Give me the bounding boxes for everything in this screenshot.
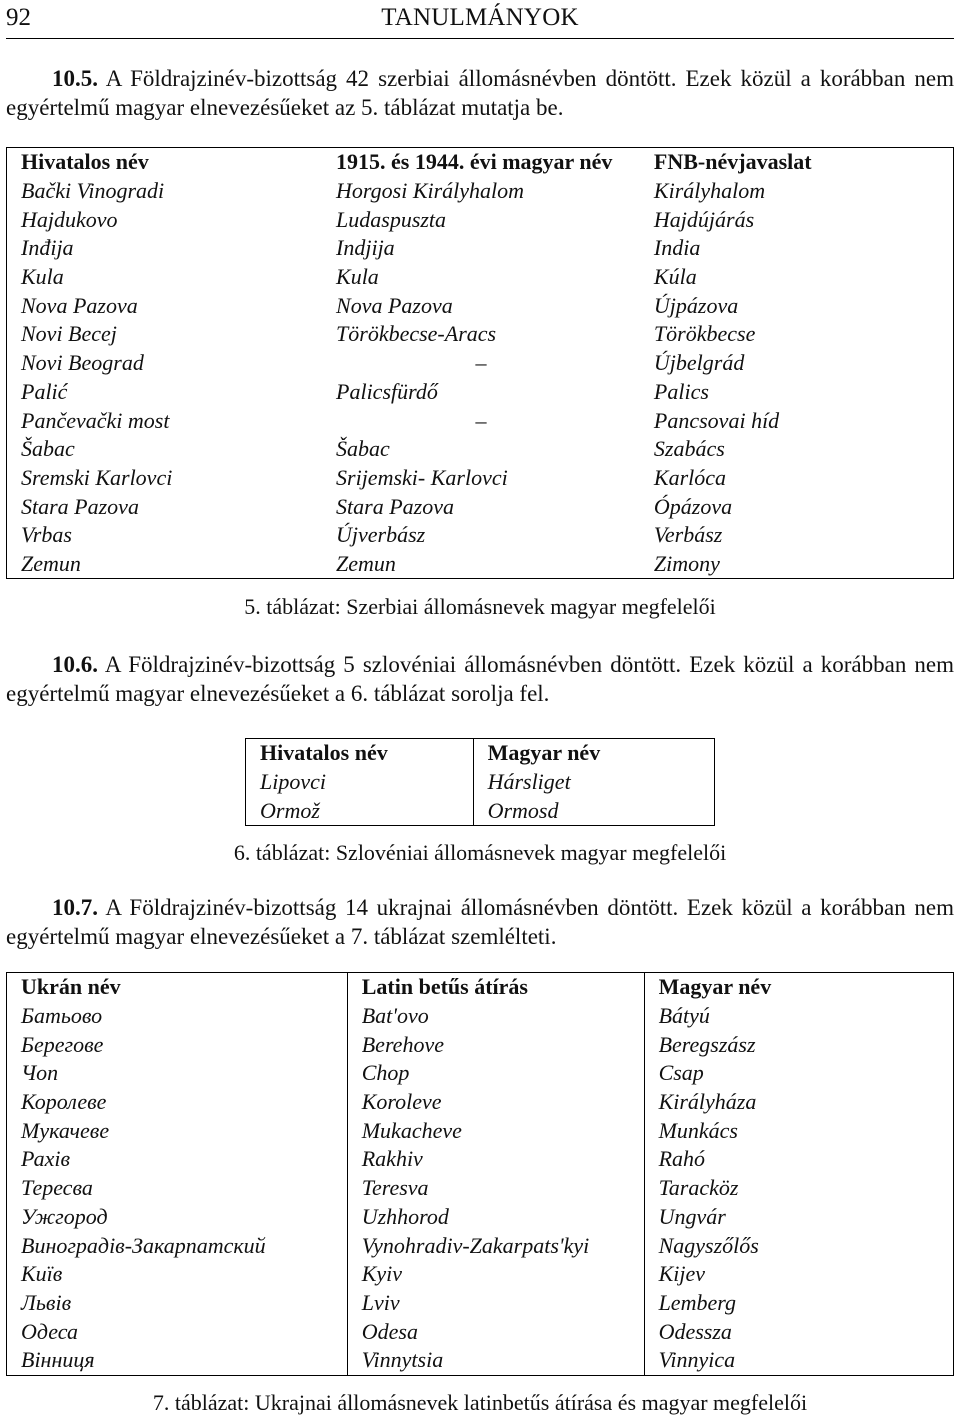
table-cell: Berehove bbox=[347, 1030, 644, 1059]
section-text: A Földrajzinév-bizottság 5 szlovéniai állomásnévben döntött. Ezek közül a korábban nem egyértelmű magyar elnevezésűeket a 6. táblázat sorolja fel. bbox=[6, 652, 955, 706]
table-7 bbox=[6, 972, 954, 1376]
table-cell: Ludaspuszta bbox=[336, 206, 447, 232]
section-number: 10.5. bbox=[52, 66, 98, 91]
table-cell: Vinnyica bbox=[644, 1346, 953, 1375]
table-cell: Mukacheve bbox=[347, 1116, 644, 1145]
table-cell: Palić bbox=[21, 378, 68, 404]
table-cell: Pancsovai híd bbox=[653, 407, 780, 433]
table-cell: Vrbas bbox=[21, 522, 72, 548]
table-cell: Kula bbox=[336, 264, 379, 290]
table-row bbox=[7, 1346, 954, 1375]
table-header-row bbox=[7, 148, 954, 177]
table-cell: Királyháza bbox=[644, 1088, 953, 1117]
table-row bbox=[7, 1059, 954, 1088]
table-row bbox=[7, 1174, 954, 1203]
table-cell: Srijemski- Karlovci bbox=[336, 464, 508, 490]
table-cell: Odesa bbox=[347, 1317, 644, 1346]
table-cell: Novi Becej bbox=[21, 321, 117, 347]
section-text: A Földrajzinév-bizottság 42 szerbiai állomásnévben döntött. Ezek közül a korábban nem egyértelmű magyar elnevezésűeket az 5. táblázat mutatja be. bbox=[6, 66, 955, 120]
table-row bbox=[7, 1289, 954, 1318]
table-cell: Kijev bbox=[644, 1260, 953, 1289]
column-header: FNB-névjavaslat bbox=[653, 149, 812, 175]
table-row bbox=[7, 1145, 954, 1174]
table-cell: Королеве bbox=[7, 1088, 348, 1117]
table-row bbox=[7, 234, 954, 263]
table-cell: Odessza bbox=[644, 1317, 953, 1346]
table-cell: Одеса bbox=[7, 1317, 348, 1346]
table-cell: Lviv bbox=[347, 1289, 644, 1318]
table-cell: Zemun bbox=[21, 550, 81, 576]
table-7-caption: 7. táblázat: Ukrajnai állomásnevek latinbetűs átírása és magyar megfelelői bbox=[152, 1390, 808, 1415]
table-cell: Киïв bbox=[7, 1260, 348, 1289]
table-cell: Pančevački most bbox=[21, 407, 170, 433]
table-cell: Szabács bbox=[653, 436, 725, 462]
table-cell: Stara Pazova bbox=[336, 493, 454, 519]
table-cell: Тересва bbox=[7, 1174, 348, 1203]
table-row bbox=[7, 521, 954, 550]
column-header: Latin betűs átírás bbox=[347, 973, 644, 1002]
table-row bbox=[7, 1317, 954, 1346]
table-row bbox=[7, 1231, 954, 1260]
table-cell: Vinnytsia bbox=[347, 1346, 644, 1375]
table-cell: Karlóca bbox=[653, 464, 727, 490]
table-cell: Taracköz bbox=[644, 1174, 953, 1203]
table-row bbox=[7, 435, 954, 464]
section-text: A Földrajzinév-bizottság 14 ukrajnai állomásnévben döntött. Ezek közül a korábban nem egyértelmű magyar elnevezésűeket a 7. táblázat szemlélteti. bbox=[6, 895, 955, 949]
table-cell: – bbox=[475, 407, 487, 433]
table-cell: Horgosi Királyhalom bbox=[336, 178, 525, 204]
table-row bbox=[246, 796, 715, 825]
table-row bbox=[7, 464, 954, 493]
table-cell: Újbelgrád bbox=[653, 350, 745, 376]
section-number: 10.6. bbox=[52, 652, 98, 677]
table-cell: Munkács bbox=[644, 1116, 953, 1145]
table-cell: Palics bbox=[653, 378, 709, 404]
table-header-row bbox=[246, 739, 715, 768]
section-10-6 bbox=[6, 650, 954, 708]
table-5 bbox=[6, 147, 954, 579]
table-cell: Zimony bbox=[653, 550, 720, 576]
table-cell: Ópázova bbox=[653, 493, 733, 519]
table-6 bbox=[245, 738, 715, 826]
table-row bbox=[7, 291, 954, 320]
table-cell: Nova Pazova bbox=[336, 292, 453, 318]
table-cell: Királyhalom bbox=[653, 178, 766, 204]
table-cell: Vynohradiv-Zakarpats'kyi bbox=[347, 1231, 644, 1260]
table-cell: Виноградів-Закарпатский bbox=[7, 1231, 348, 1260]
table-cell: Chop bbox=[347, 1059, 644, 1088]
table-row bbox=[7, 320, 954, 349]
table-cell: Indjija bbox=[336, 235, 395, 261]
table-row bbox=[7, 1203, 954, 1232]
table-cell: – bbox=[475, 350, 487, 376]
table-6-caption: 6. táblázat: Szlovéniai állomásnevek magyar megfelelői bbox=[233, 840, 727, 865]
table-cell: Kyiv bbox=[347, 1260, 644, 1289]
column-header: Ukrán név bbox=[7, 973, 348, 1002]
table-cell: Ormož bbox=[246, 796, 474, 825]
column-header: Magyar név bbox=[644, 973, 953, 1002]
table-row bbox=[7, 1088, 954, 1117]
table-cell: Чоп bbox=[7, 1059, 348, 1088]
table-row bbox=[7, 349, 954, 378]
table-row bbox=[7, 177, 954, 206]
table-cell: Šabac bbox=[336, 436, 390, 462]
table-row bbox=[7, 1260, 954, 1289]
table-cell: Мукачеве bbox=[7, 1116, 348, 1145]
table-cell: Csap bbox=[644, 1059, 953, 1088]
column-header: Magyar név bbox=[473, 739, 714, 768]
table-cell: Hársliget bbox=[473, 768, 714, 797]
table-cell: Zemun bbox=[336, 550, 396, 576]
table-cell: Inđija bbox=[21, 235, 74, 261]
table-cell: Lipovci bbox=[246, 768, 474, 797]
table-cell: Rahó bbox=[644, 1145, 953, 1174]
page-header bbox=[6, 4, 954, 39]
table-cell: Рахів bbox=[7, 1145, 348, 1174]
column-header: Hivatalos név bbox=[21, 149, 149, 175]
column-header: Hivatalos név bbox=[246, 739, 474, 768]
table-row bbox=[7, 492, 954, 521]
table-cell: Вінниця bbox=[7, 1346, 348, 1375]
table-cell: Ужгород bbox=[7, 1203, 348, 1232]
section-number: 10.7. bbox=[52, 895, 98, 920]
section-10-5 bbox=[6, 64, 954, 122]
table-5-caption: 5. táblázat: Szerbiai állomásnevek magyar megfelelői bbox=[244, 594, 716, 619]
table-cell: Kula bbox=[21, 264, 64, 290]
table-row bbox=[7, 1116, 954, 1145]
table-cell: Nagyszőlős bbox=[644, 1231, 953, 1260]
table-cell: Ormosd bbox=[473, 796, 714, 825]
table-cell: Берегове bbox=[7, 1030, 348, 1059]
table-cell: Stara Pazova bbox=[21, 493, 139, 519]
table-cell: Uzhhorod bbox=[347, 1203, 644, 1232]
table-cell: Bátyú bbox=[644, 1002, 953, 1031]
section-10-7 bbox=[6, 893, 954, 951]
table-cell: Verbász bbox=[653, 522, 723, 548]
table-cell: Lemberg bbox=[644, 1289, 953, 1318]
table-row bbox=[7, 406, 954, 435]
table-cell: Ungvár bbox=[644, 1203, 953, 1232]
table-cell: Novi Beograd bbox=[21, 350, 144, 376]
table-cell: Beregszász bbox=[644, 1030, 953, 1059]
table-row bbox=[7, 550, 954, 579]
table-cell: Sremski Karlovci bbox=[21, 464, 173, 490]
page-number: 92 bbox=[6, 4, 31, 31]
table-cell: Kúla bbox=[653, 264, 697, 290]
table-cell: Bački Vinogradi bbox=[21, 178, 165, 204]
table-cell: Törökbecse-Aracs bbox=[336, 321, 497, 347]
table-cell: Батьово bbox=[7, 1002, 348, 1031]
table-cell: Koroleve bbox=[347, 1088, 644, 1117]
table-cell: Bat'ovo bbox=[347, 1002, 644, 1031]
table-cell: Rakhiv bbox=[347, 1145, 644, 1174]
table-cell: Львів bbox=[7, 1289, 348, 1318]
table-cell: Hajdújárás bbox=[653, 206, 755, 232]
table-cell: Šabac bbox=[21, 436, 75, 462]
table-row bbox=[7, 378, 954, 407]
table-row bbox=[7, 205, 954, 234]
column-header: 1915. és 1944. évi magyar név bbox=[336, 149, 613, 175]
table-cell: Újverbász bbox=[336, 522, 426, 548]
table-row bbox=[7, 263, 954, 292]
table-row bbox=[7, 1002, 954, 1031]
table-cell: Teresva bbox=[347, 1174, 644, 1203]
running-head: TANULMÁNYOK bbox=[381, 4, 579, 31]
table-header-row bbox=[7, 973, 954, 1002]
table-cell: Hajdukovo bbox=[21, 206, 118, 232]
table-cell: Palicsfürdő bbox=[336, 378, 438, 404]
table-cell: Újpázova bbox=[653, 292, 739, 318]
table-cell: Törökbecse bbox=[653, 321, 756, 347]
table-cell: India bbox=[653, 235, 701, 261]
table-row bbox=[246, 768, 715, 797]
table-row bbox=[7, 1030, 954, 1059]
table-cell: Nova Pazova bbox=[21, 292, 138, 318]
